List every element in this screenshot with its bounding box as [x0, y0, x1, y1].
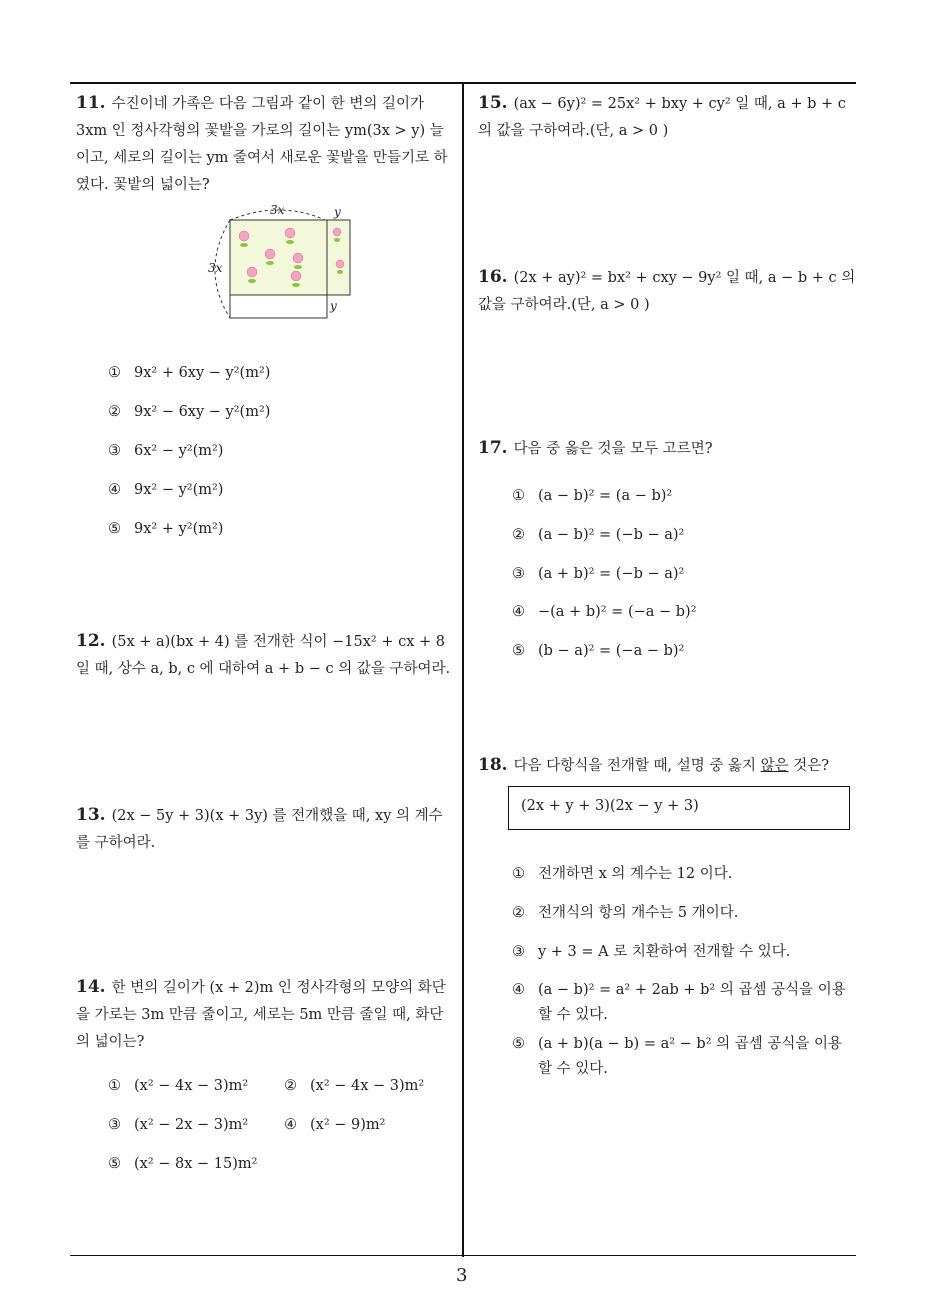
- q14-choice-2[interactable]: ② (x² − 4x − 3)m²: [284, 1078, 425, 1094]
- question-text: 다음 중 옳은 것을 모두 고르면?: [513, 441, 713, 457]
- q14-choice-3[interactable]: ③ (x² − 2x − 3)m²: [108, 1117, 249, 1133]
- question-number: 16.: [478, 267, 508, 287]
- question-text: 한 변의 길이가 (x + 2)m 인 정사각형의 모양의 화단을 가로는 3m 만큼 줄이고, 세로는 5m 만큼 줄일 때, 화단의 넓이는?: [76, 980, 446, 1050]
- q14-choice-1[interactable]: ① (x² − 4x − 3)m²: [108, 1078, 249, 1094]
- question-number: 17.: [478, 438, 508, 458]
- q17-choice-2[interactable]: ② (a − b)² = (−b − a)²: [512, 527, 685, 543]
- question-11: [76, 90, 456, 199]
- flower-garden-figure: [200, 200, 360, 325]
- question-number: 14.: [76, 977, 106, 997]
- column-divider: [462, 82, 464, 1257]
- q11-choice-2[interactable]: ② 9x² − 6xy − y²(m²): [108, 404, 271, 420]
- q17-choice-1[interactable]: ① (a − b)² = (a − b)²: [512, 488, 673, 504]
- question-number: 11.: [76, 93, 106, 113]
- q17-choice-5[interactable]: ⑤ (b − a)² = (−a − b)²: [512, 643, 685, 659]
- expression-text: (2x + y + 3)(2x − y + 3): [521, 798, 699, 814]
- q17-choice-4[interactable]: ④ −(a + b)² = (−a − b)²: [512, 604, 697, 620]
- q17-choice-3[interactable]: ③ (a + b)² = (−b − a)²: [512, 566, 685, 582]
- q14-choice-5[interactable]: ⑤ (x² − 8x − 15)m²: [108, 1156, 258, 1172]
- q11-choice-1[interactable]: ① 9x² + 6xy − y²(m²): [108, 365, 271, 381]
- question-number: 12.: [76, 631, 106, 651]
- question-15: [478, 90, 858, 145]
- bottom-rule: [70, 1255, 856, 1256]
- question-18: [478, 752, 868, 780]
- question-text-underline: 않은: [760, 758, 789, 774]
- q11-choice-4[interactable]: ④ 9x² − y²(m²): [108, 482, 224, 498]
- question-number: 18.: [478, 755, 508, 775]
- question-number: 15.: [478, 93, 508, 113]
- q11-choice-3[interactable]: ③ 6x² − y²(m²): [108, 443, 224, 459]
- q18-choice-1[interactable]: ① 전개하면 x 의 계수는 12 이다.: [512, 866, 733, 882]
- question-text: (ax − 6y)² = 25x² + bxy + cy² 일 때, a + b + c 의 값을 구하여라.(단, a > 0 ): [478, 96, 846, 139]
- question-text: (5x + a)(bx + 4) 를 전개한 식이 −15x² + cx + 8 일 때, 상수 a, b, c 에 대하여 a + b − c 의 값을 구하여라.: [76, 634, 451, 677]
- label-bottom-y: y: [330, 299, 337, 313]
- q18-choice-3[interactable]: ③ y + 3 = A 로 치환하여 전개할 수 있다.: [512, 944, 791, 960]
- question-text: (2x − 5y + 3)(x + 3y) 를 전개했을 때, xy 의 계수를 구하여라.: [76, 808, 443, 851]
- expression-box: [508, 786, 850, 830]
- question-16: [478, 264, 858, 319]
- question-13: [76, 802, 456, 857]
- question-text: (2x + ay)² = bx² + cxy − 9y² 일 때, a − b + c 의 값을 구하여라.(단, a > 0 ): [478, 270, 856, 313]
- q11-choice-5[interactable]: ⑤ 9x² + y²(m²): [108, 521, 224, 537]
- label-left-3x: 3x: [208, 261, 223, 275]
- q14-choice-4[interactable]: ④ (x² − 9)m²: [284, 1117, 386, 1133]
- question-17: [478, 435, 858, 463]
- label-top-y: y: [334, 205, 341, 219]
- question-text: 다음 다항식을 전개할 때, 설명 중 옳지: [513, 758, 761, 774]
- question-14: [76, 974, 456, 1056]
- question-text: 수진이네 가족은 다음 그림과 같이 한 변의 길이가 3xm 인 정사각형의 꽃밭을 가로의 길이는 ym(3x > y) 늘이고, 세로의 길이는 ym 줄여서 새로운 꽃밭을 만들기로 하였다. 꽃밭의 넓이는?: [76, 96, 448, 193]
- question-number: 13.: [76, 805, 106, 825]
- page-number: 3: [456, 1265, 468, 1286]
- question-12: [76, 628, 456, 683]
- label-top-3x: 3x: [270, 203, 285, 217]
- q18-choice-5[interactable]: ⑤ (a + b)(a − b) = a² − b² 의 곱셈 공식을 이용할 수 있다.: [512, 1036, 842, 1077]
- q18-choice-4[interactable]: ④ (a − b)² = a² + 2ab + b² 의 곱셈 공식을 이용할 수 있다.: [512, 982, 846, 1023]
- question-text-end: 것은?: [788, 758, 829, 774]
- q18-choice-2[interactable]: ② 전개식의 항의 개수는 5 개이다.: [512, 905, 739, 921]
